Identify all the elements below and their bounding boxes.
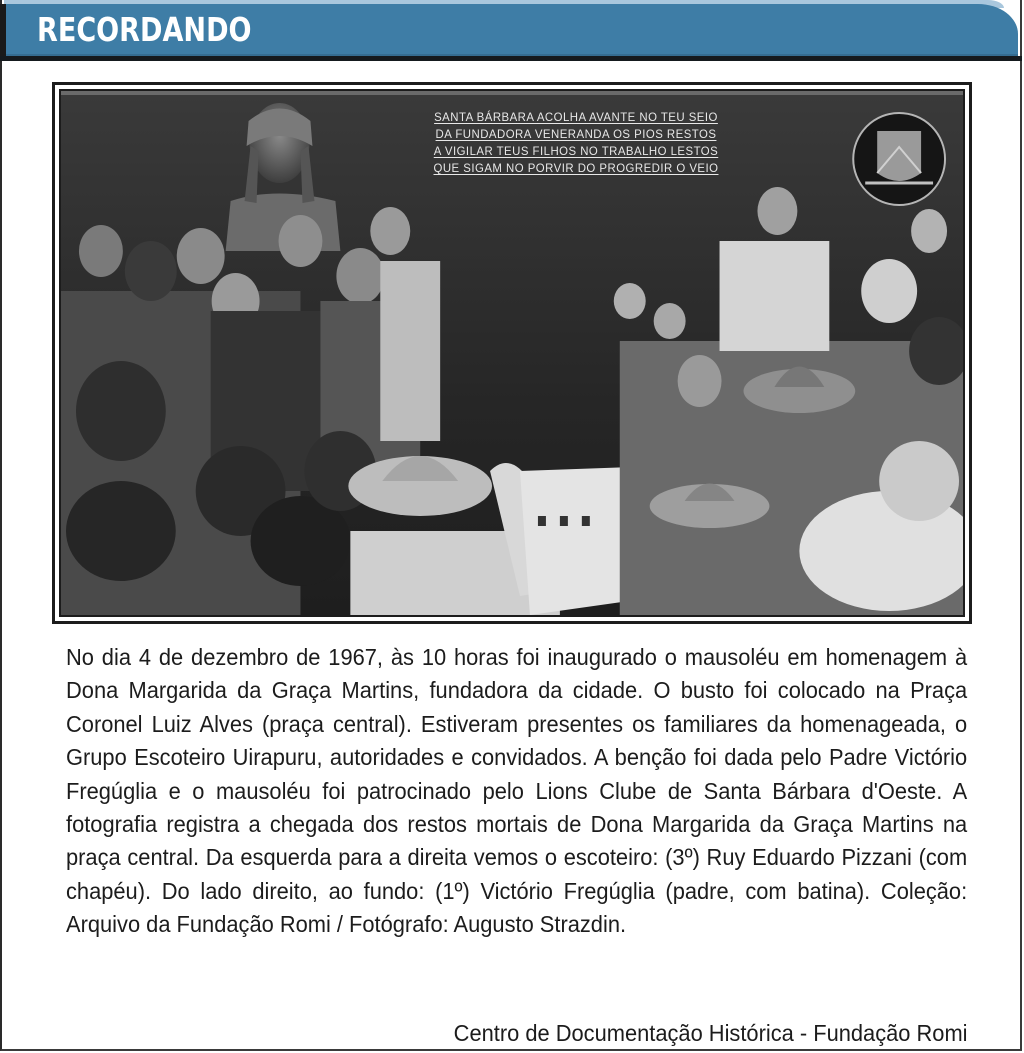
photo-frame bbox=[52, 82, 972, 624]
plaque-inscription bbox=[419, 109, 733, 177]
plaque-line: QUE SIGAM NO PORVIR DO PROGREDIR O VEIO bbox=[433, 161, 719, 175]
header-divider bbox=[0, 56, 1022, 61]
plaque-line: DA FUNDADORA VENERANDA OS PIOS RESTOS bbox=[435, 127, 717, 141]
historical-photo bbox=[59, 89, 965, 617]
header-bar bbox=[0, 0, 1022, 62]
plaque-line: A VIGILAR TEUS FILHOS NO TRABALHO LESTOS bbox=[433, 144, 719, 158]
section-title: RECORDANDO bbox=[37, 10, 252, 49]
photo-caption: No dia 4 de dezembro de 1967, às 10 horas foi inaugurado o mausoléu em homenagem à Dona Margarida da Graça Martins, fundadora da cidade. O busto foi colocado na Praça Coronel Luiz Alves (praça central). Estiveram presentes os familiares da homenageada, o Grupo Escoteiro Uirapuru, autoridades e convidados. A benção foi dada pelo Padre Victório Fregúglia e o mausoléu foi patrocinado pelo Lions Clube de Santa Bárbara d'Oeste. A fotografia registra a chegada dos restos mortais de Dona Margarida da Graça Martins na praça central. Da esquerda para a direita vemos o escoteiro: (3º) Ruy Eduardo Pizzani (com chapéu). Do lado direito, ao fundo: (1º) Victório Fregúglia (padre, com batina). Coleção: Arquivo da Fundação Romi / Fotógrafo: Augusto Strazdin. bbox=[66, 644, 968, 938]
plaque-line: SANTA BÁRBARA ACOLHA AVANTE NO TEU SEIO bbox=[434, 110, 718, 124]
source-credit: Centro de Documentação Histórica - Fundação Romi bbox=[454, 1020, 968, 1046]
header-left-edge bbox=[0, 4, 6, 60]
coat-of-arms-emblem bbox=[853, 113, 945, 205]
